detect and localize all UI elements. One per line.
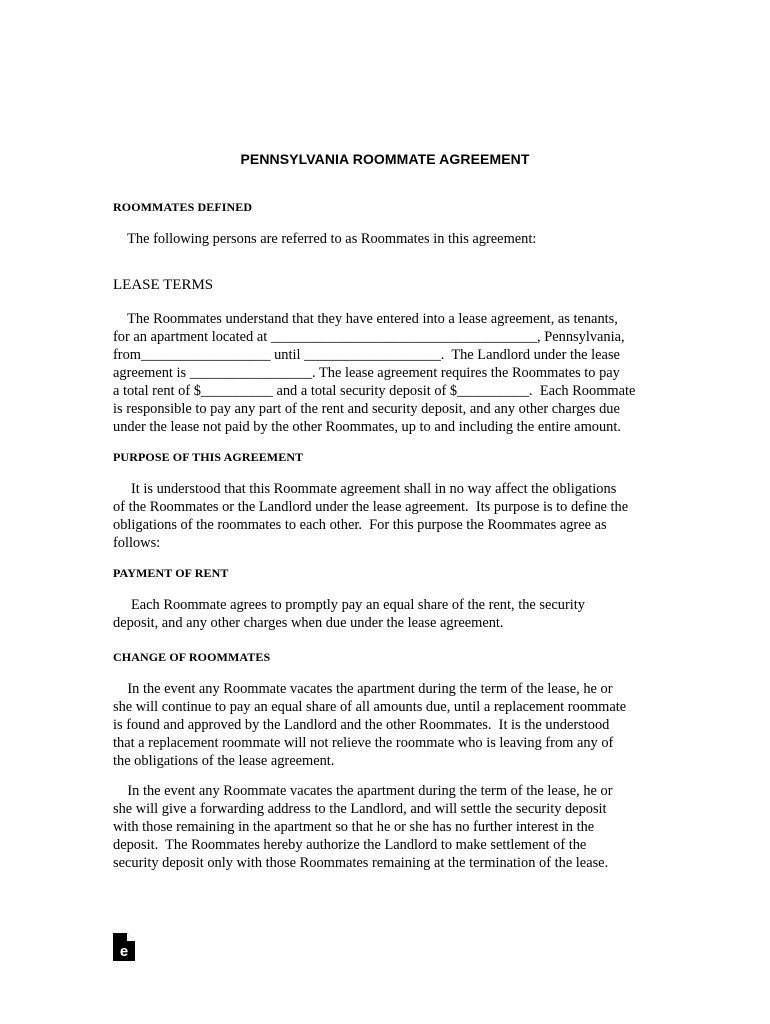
heading-lease-terms: LEASE TERMS	[113, 277, 214, 293]
paragraph-purpose	[113, 480, 663, 552]
text-line: In the event any Roommate vacates the apartment during the term of the lease, he or	[113, 681, 613, 697]
text-line: agreement is _________________. The lease agreement requires the Roommates to pay	[113, 365, 620, 381]
text-line: Each Roommate agrees to promptly pay an equal share of the rent, the security	[113, 597, 585, 613]
heading-roommates-defined: ROOMMATES DEFINED	[113, 200, 253, 214]
text-line: of the Roommates or the Landlord under the lease agreement. Its purpose is to define the	[113, 499, 629, 515]
document-title: PENNSYLVANIA ROOMMATE AGREEMENT	[240, 151, 530, 167]
text-line: follows:	[113, 535, 161, 551]
text-line: is found and approved by the Landlord and the other Roommates. It is the understood	[113, 717, 610, 733]
text-line: she will continue to pay an equal share of all amounts due, until a replacement roommate	[113, 699, 627, 715]
paragraph-change-of-roommates-2	[113, 782, 663, 872]
text-line: obligations of the roommates to each other. For this purpose the Roommates agree as	[113, 517, 607, 533]
text-line: The following persons are referred to as Roommates in this agreement:	[113, 231, 537, 247]
text-line: that a replacement roommate will not relieve the roommate who is leaving from any of	[113, 735, 614, 751]
text-line: she will give a forwarding address to the Landlord, and will settle the security deposit	[113, 801, 607, 817]
eforms-logo-icon	[113, 933, 135, 961]
logo-letter: e	[119, 943, 129, 960]
text-line: with those remaining in the apartment so that he or she has no further interest in the	[113, 819, 595, 835]
paragraph-lease-terms	[113, 310, 663, 436]
text-line: It is understood that this Roommate agreement shall in no way affect the obligations	[113, 481, 617, 497]
text-line: from__________________ until ___________________. The Landlord under the lease	[113, 347, 620, 363]
paragraph-payment-of-rent	[113, 596, 663, 632]
paragraph-change-of-roommates-1	[113, 680, 663, 770]
text-line: a total rent of $__________ and a total security deposit of $__________. Each Roommate	[113, 383, 636, 399]
text-line: for an apartment located at _____________________________________, Pennsylvania,	[113, 329, 625, 345]
heading-change-of-roommates: CHANGE OF ROOMMATES	[113, 650, 271, 664]
text-line: under the lease not paid by the other Roommates, up to and including the entire amount.	[113, 419, 621, 435]
text-line: In the event any Roommate vacates the apartment during the term of the lease, he or	[113, 783, 613, 799]
paragraph-roommates-defined	[113, 230, 663, 248]
text-line: deposit, and any other charges when due under the lease agreement.	[113, 615, 504, 631]
heading-payment-of-rent: PAYMENT OF RENT	[113, 566, 229, 580]
text-line: is responsible to pay any part of the rent and security deposit, and any other charges due	[113, 401, 620, 417]
text-line: The Roommates understand that they have entered into a lease agreement, as tenants,	[113, 311, 618, 327]
text-line: the obligations of the lease agreement.	[113, 753, 335, 769]
text-line: security deposit only with those Roommates remaining at the termination of the lease.	[113, 855, 609, 871]
text-line: deposit. The Roommates hereby authorize the Landlord to make settlement of the	[113, 837, 587, 853]
heading-purpose: PURPOSE OF THIS AGREEMENT	[113, 450, 304, 464]
